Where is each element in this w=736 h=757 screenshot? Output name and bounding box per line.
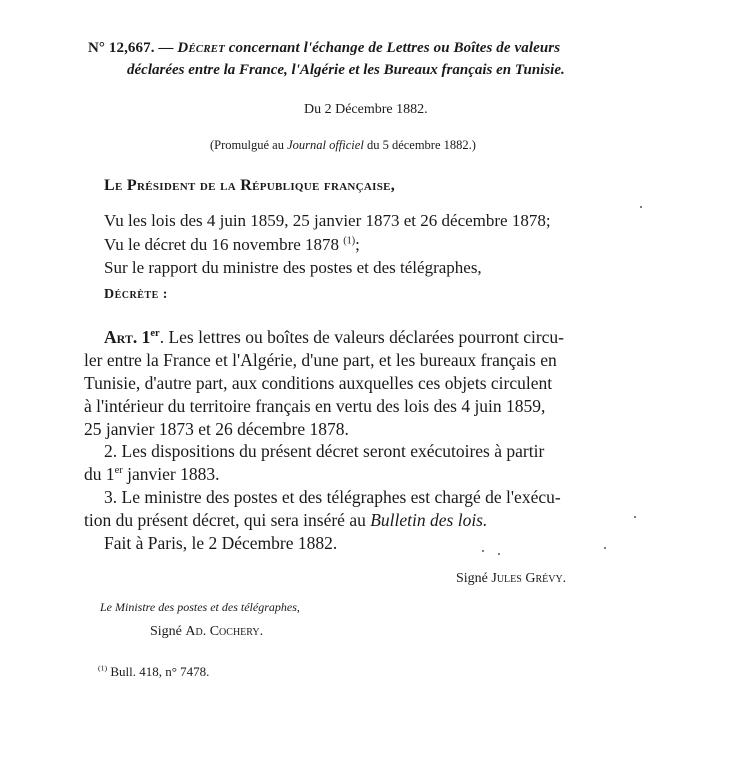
president-heading: Le Président de la République française,: [104, 177, 396, 194]
fait-a-paris: Fait à Paris, le 2 Décembre 1882.: [104, 533, 338, 553]
scan-speck: [634, 516, 636, 518]
article-1-line-5: 25 janvier 1873 et 26 décembre 1878.: [84, 419, 349, 439]
decrete-heading: Décrète :: [104, 287, 168, 302]
minister-signed-prefix: Signé: [150, 624, 182, 639]
article-2-text-pre: du 1: [84, 464, 115, 484]
scan-speck: [604, 547, 606, 549]
article-3-line-2: [84, 510, 487, 531]
article-1-label: Art. 1: [104, 327, 151, 347]
article-1-line-3: Tunisie, d'autre part, aux conditions auxquelles ces objets circulent: [84, 373, 553, 393]
article-2-sup: er: [114, 465, 123, 477]
article-2-line-2: [84, 464, 220, 485]
promulgation-note: [210, 138, 476, 153]
bulletin-des-lois: Bulletin des lois.: [370, 510, 488, 530]
minister-title: Le Ministre des postes et des télégraphes,: [100, 600, 300, 614]
minister-signature: [150, 624, 263, 640]
promulgation-prefix: (Promulgué au: [210, 138, 284, 152]
visa-decree-note-marker: (1): [343, 235, 356, 247]
visa-decree: [104, 235, 360, 255]
article-1-text-1: . Les lettres ou boîtes de valeurs déclarées pourront circu-: [159, 327, 565, 347]
footnote: [98, 664, 209, 680]
visa-decree-end: ;: [355, 235, 360, 254]
scan-speck: [640, 206, 642, 208]
decree-title-rest: concernant l'échange de Lettres ou Boîtes de valeurs: [228, 40, 561, 56]
president-signed-prefix: Signé: [456, 571, 488, 586]
visa-decree-text: Vu le décret du 16 novembre 1878: [104, 235, 340, 254]
article-3-line-1: 3. Le ministre des postes et des télégraphes est chargé de l'exécu-: [104, 487, 561, 507]
article-1-line-4: à l'intérieur du territoire français en vertu des lois des 4 juin 1859,: [84, 396, 546, 416]
article-2-text-post: janvier 1883.: [122, 464, 220, 484]
visa-laws: Vu les lois des 4 juin 1859, 25 janvier 1873 et 26 décembre 1878;: [104, 211, 551, 230]
scan-speck: [482, 550, 484, 552]
decree-title-line-2: déclarées entre la France, l'Algérie et les Bureaux français en Tunisie.: [127, 62, 565, 78]
article-1-sup: er: [150, 328, 160, 340]
footnote-text: Bull. 418, n° 7478.: [110, 664, 210, 679]
minister-name: Ad. Cochery.: [185, 624, 264, 639]
footnote-marker: (1): [98, 663, 108, 673]
president-name: Jules Grévy.: [491, 571, 567, 586]
scan-speck: [498, 553, 500, 555]
promulgation-suffix: du 5 décembre 1882.): [366, 138, 476, 152]
decree-number: N° 12,667. —: [88, 40, 174, 56]
decree-title-line-1: [88, 40, 560, 57]
article-1-line-1: [104, 327, 564, 348]
decree-word: Décret: [177, 40, 225, 56]
article-2-line-1: 2. Les dispositions du présent décret seront exécutoires à partir: [104, 441, 545, 461]
article-3-text: tion du présent décret, qui sera inséré au: [84, 510, 366, 530]
article-1-line-2: ler entre la France et l'Algérie, d'une part, et les bureaux français en: [84, 350, 557, 370]
decree-date: Du 2 Décembre 1882.: [304, 102, 428, 117]
president-signature: [456, 571, 566, 587]
journal-officiel: Journal officiel: [287, 138, 364, 152]
visa-report: Sur le rapport du ministre des postes et des télégraphes,: [104, 258, 482, 277]
